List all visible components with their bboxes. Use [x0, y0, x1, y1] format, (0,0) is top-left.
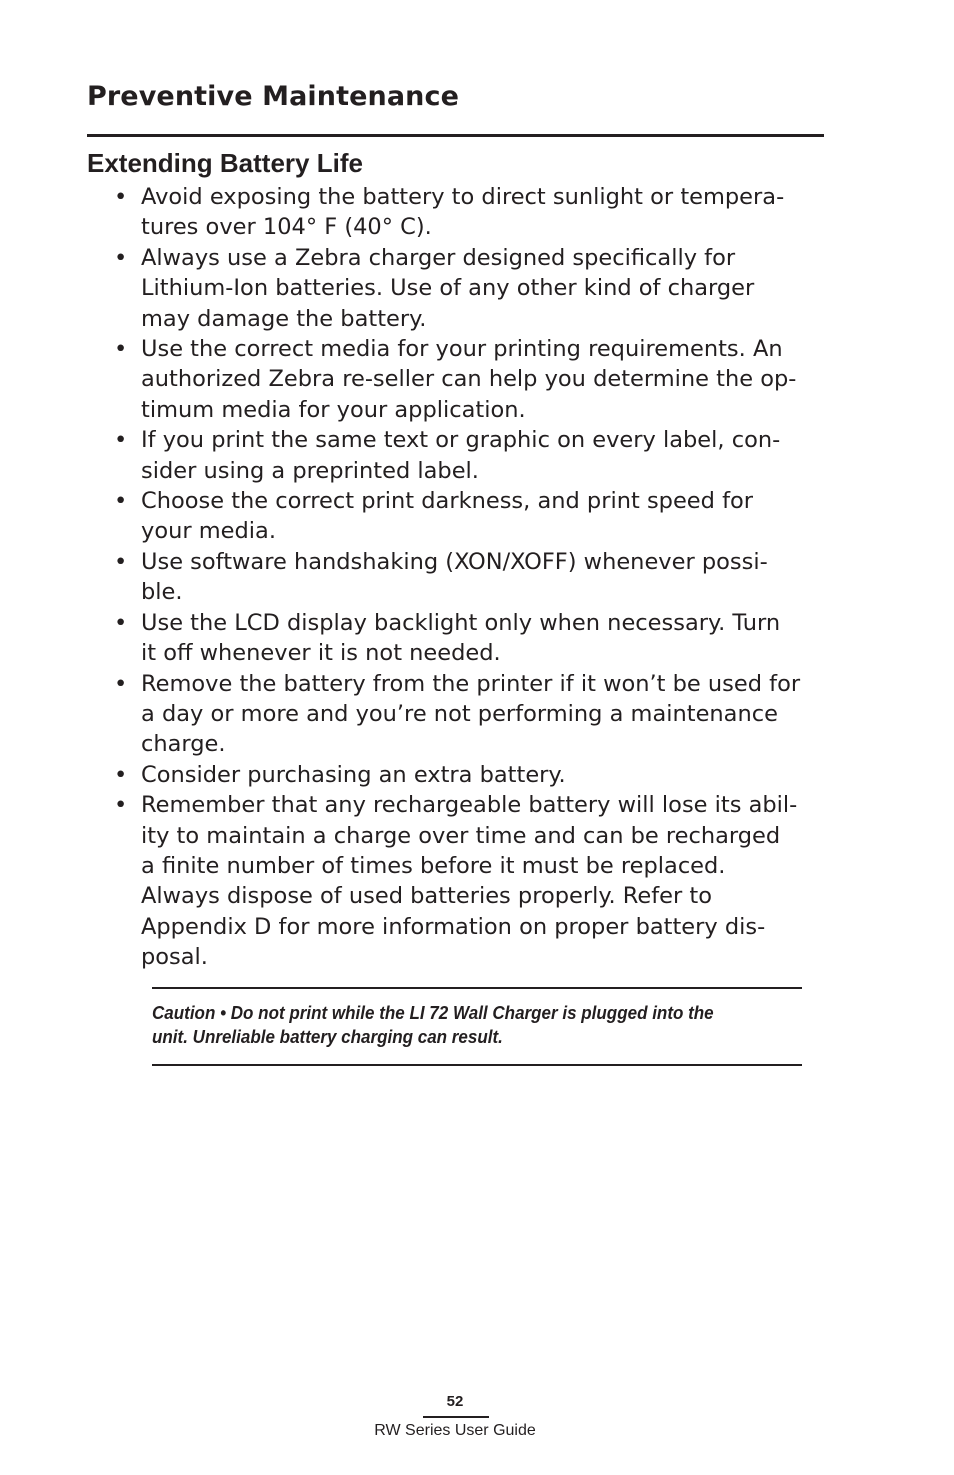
page-number: 52 — [446, 1393, 464, 1410]
list-item — [114, 243, 826, 334]
list-item — [114, 669, 826, 760]
list-item-text: Remove the battery from the printer if it won’t be used for a day or more and you’re not performing a maintenance charge. — [141, 670, 801, 758]
list-item — [114, 547, 826, 608]
list-item — [114, 334, 826, 425]
list-item-text: Use software handshaking (XON/XOFF) whenever possi- ble. — [141, 548, 768, 606]
list-item-text: Remember that any rechargeable battery will lose its abil- ity to maintain a charge over time and can be recharged a finite number of times before it must be replaced. Always dispose of used batteries properly. Refer to Appendix D for more information on proper battery dis- posal. — [141, 792, 798, 971]
bullet-icon: • — [114, 548, 128, 575]
battery-tips-list — [114, 182, 826, 973]
list-item-text: If you print the same text or graphic on every label, con- sider using a preprinted label. — [141, 427, 781, 484]
bullet-icon: • — [114, 336, 128, 363]
caution-note — [152, 987, 802, 1066]
list-item-text: Choose the correct print darkness, and print speed for your media. — [141, 488, 754, 545]
footer-divider — [423, 1416, 489, 1418]
guide-title: RW Series User Guide — [374, 1422, 536, 1439]
list-item — [114, 486, 826, 547]
bullet-icon: • — [114, 670, 128, 697]
list-item-text: Consider purchasing an extra battery. — [141, 761, 566, 788]
bullet-icon: • — [114, 244, 128, 271]
subsection-title: Extending Battery Life — [87, 148, 363, 178]
list-item — [114, 425, 826, 486]
list-item — [114, 608, 826, 669]
bullet-icon: • — [114, 761, 128, 788]
list-item-text: Always use a Zebra charger designed specifically for Lithium-Ion batteries. Use of any other kind of charger may damage the battery. — [141, 244, 755, 332]
list-item-text: Use the LCD display backlight only when necessary. Turn it off whenever it is not needed. — [141, 609, 781, 667]
bullet-icon: • — [114, 488, 128, 515]
section-title: Preventive Maintenance — [87, 81, 459, 112]
title-divider — [87, 134, 824, 137]
list-item — [114, 182, 826, 243]
bullet-icon: • — [114, 184, 128, 210]
list-item-text: Use the correct media for your printing requirements. An authorized Zebra re-seller can help you determine the op- timum media for your application. — [141, 336, 797, 423]
caution-text: Caution • Do not print while the LI 72 Wall Charger is plugged into the unit. Unreliable battery charging can result. — [152, 1002, 714, 1047]
bullet-icon: • — [114, 427, 128, 454]
bullet-icon: • — [114, 792, 128, 819]
bullet-icon: • — [114, 609, 128, 636]
list-item — [114, 760, 826, 790]
list-item — [114, 790, 826, 972]
list-item-text: Avoid exposing the battery to direct sunlight or tempera- tures over 104° F (40° C). — [141, 184, 785, 241]
